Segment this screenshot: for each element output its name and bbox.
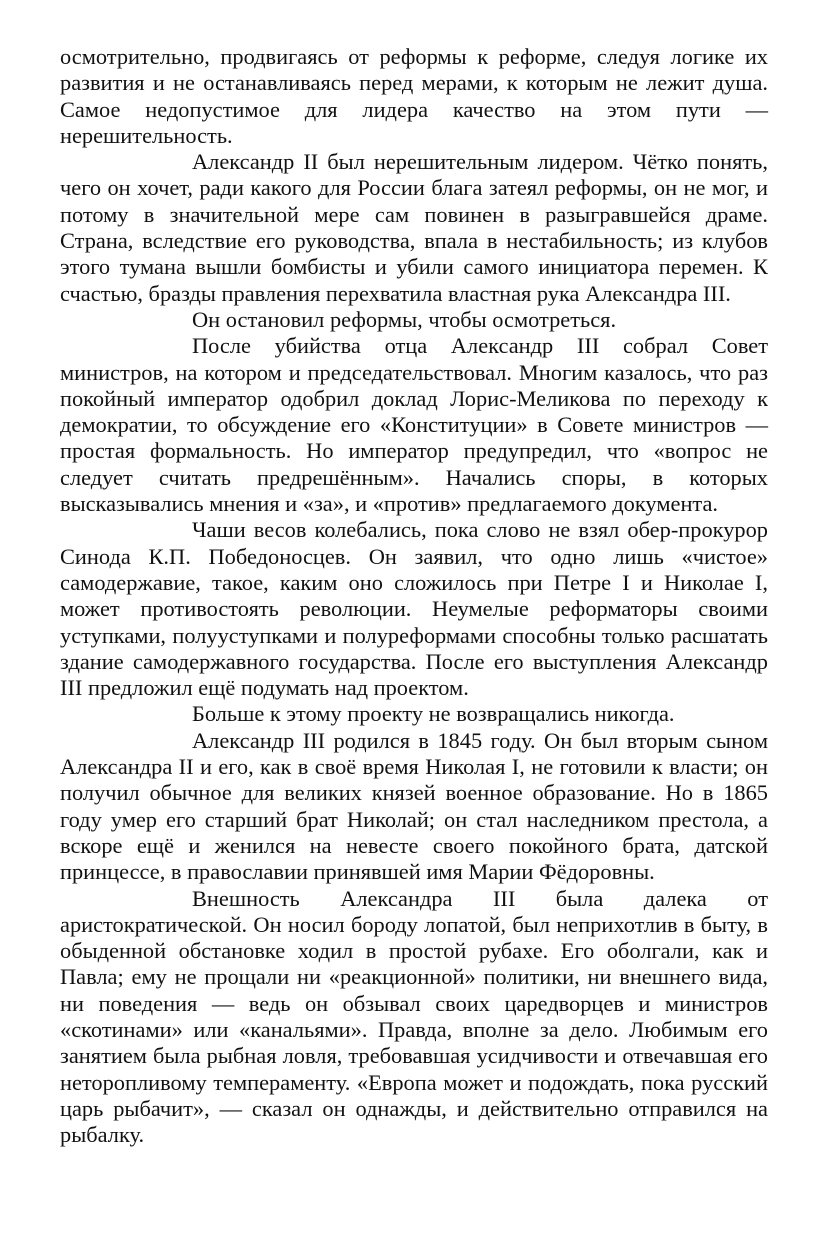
document-page (60, 44, 768, 1148)
paragraph-1: осмотрительно, продвигаясь от реформы к реформе, следуя логике их развития и не останавливаясь перед мерами, к которым не лежит душа. Самое недопустимое для лидера качество на этом пути — нерешительность. (60, 44, 768, 148)
paragraph-8: Внешность Александра III была далека от аристократической. Он носил бороду лопатой, был неприхотлив в быту, в обыденной обстановке ходил в простой рубахе. Его оболгали, как и Павла; ему не прощали ни «реакционной» политики, ни внешнего вида, ни поведения — ведь он обзывал своих царедворцев и министров «скотинами» или «канальями». Правда, вполне за дело. Любимым его занятием была рыбная ловля, требовавшая усидчивости и отвечавшая его неторопливому темпераменту. «Европа может и подождать, пока русский царь рыбачит», — сказал он однажды, и действительно отправился на рыбалку. (60, 885, 768, 1148)
paragraph-2: Александр II был нерешительным лидером. Чётко понять, чего он хочет, ради какого для России блага затеял реформы, он не мог, и потому в значительной мере сам повинен в разыгравшейся драме. Страна, вследствие его руководства, впала в нестабильность; из клубов этого тумана вышли бомбисты и убили самого инициатора перемен. К счастью, бразды правления перехватила властная рука Александра III. (60, 149, 768, 306)
paragraph-3: Он остановил реформы, чтобы осмотреться. (192, 306, 617, 332)
paragraph-6: Больше к этому проекту не возвращались никогда. (192, 701, 675, 727)
paragraph-7: Александр III родился в 1845 году. Он был вторым сыном Александра II и его, как в своё время Николая I, не готовили к власти; он получил обычное для великих князей военное образование. Но в 1865 году умер его старший брат Николай; он стал наследником престола, а вскоре ещё и женился на невесте своего покойного брата, датской принцессе, в православии принявшей имя Марии Фёдоровны. (60, 727, 768, 885)
paragraph-5: Чаши весов колебались, пока слово не взял обер-прокурор Синода К.П. Победоносцев. Он заявил, что одно лишь «чистое» самодержавие, такое, каким оно сложилось при Петре I и Николае I, может противостоять революции. Неумелые реформаторы своими уступками, полууступками и полуреформами способны только расшатать здание самодержавного государства. После его выступления Александр III предложил ещё подумать над проектом. (60, 517, 768, 701)
paragraph-4: После убийства отца Александр III собрал Совет министров, на котором и председательствовал. Многим казалось, что раз покойный император одобрил доклад Лорис-Меликова по переходу к демократии, то обсуждение его «Конституции» в Совете министров — простая формальность. Но император предупредил, что «вопрос не следует считать предрешённым». Начались споры, в которых высказывались мнения и «за», и «против» предлагаемого документа. (60, 333, 768, 517)
